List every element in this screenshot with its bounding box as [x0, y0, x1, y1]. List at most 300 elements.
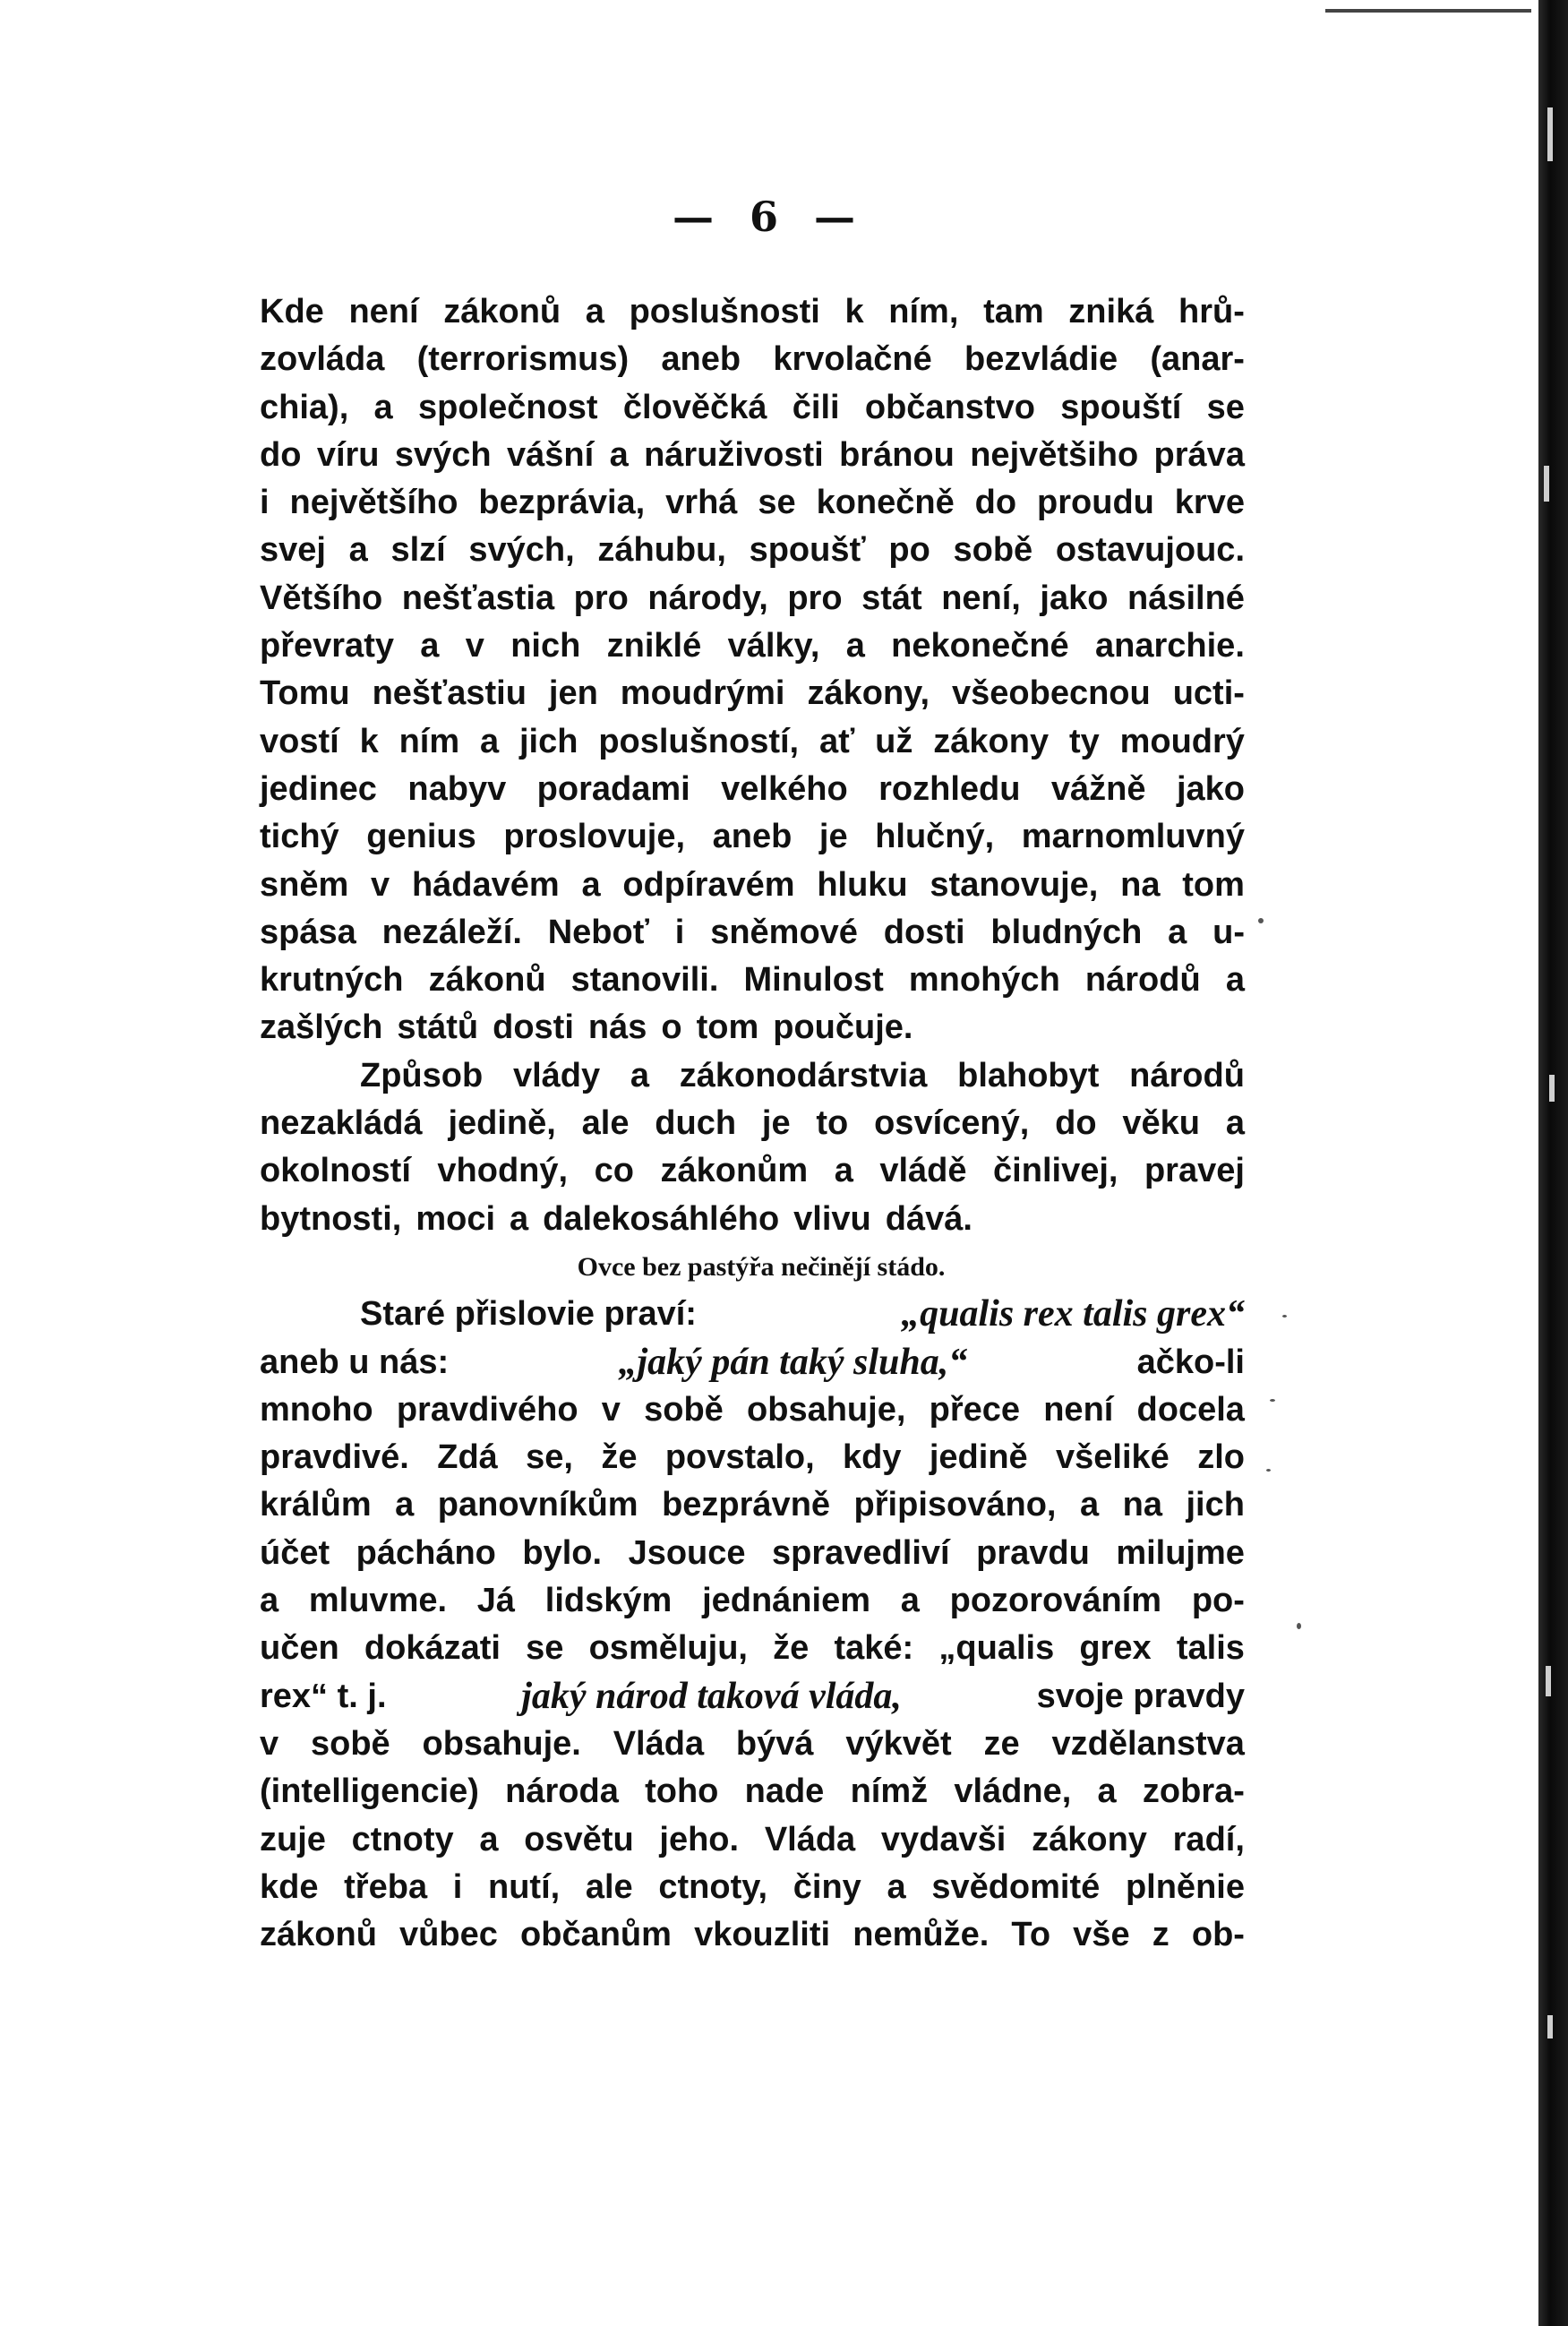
word: sobě: [644, 1390, 724, 1429]
word: aneb u nás:: [260, 1343, 450, 1381]
word: vášní: [507, 435, 595, 474]
word: kde: [260, 1867, 319, 1906]
word: lidským: [544, 1582, 673, 1620]
word: a: [479, 1820, 499, 1858]
word: ze: [983, 1724, 1020, 1763]
text-line: [260, 1386, 1245, 1434]
text-line: [260, 1768, 1245, 1815]
word: zobra-: [1142, 1772, 1245, 1811]
word: Vláda: [764, 1820, 856, 1858]
word: toho: [645, 1772, 719, 1811]
word: nade: [744, 1772, 825, 1811]
word: zákonům: [660, 1152, 809, 1190]
word: tam: [983, 293, 1044, 330]
paragraph-3-lines-a: [260, 1386, 1245, 1673]
word: záhubu,: [597, 531, 726, 570]
word: jich: [1186, 1486, 1245, 1524]
word: Já: [476, 1582, 516, 1620]
text-line: [260, 622, 1245, 670]
word: chia),: [260, 388, 349, 426]
edge-mark: [1544, 466, 1549, 502]
text-line: [260, 575, 1245, 622]
word: a: [585, 293, 604, 330]
word: aneb: [712, 818, 793, 856]
word: národy,: [647, 579, 768, 617]
word: jeho.: [659, 1820, 740, 1858]
text-line: [260, 862, 1245, 909]
word: zákony,: [807, 674, 930, 713]
word: jedině,: [448, 1104, 556, 1143]
word: v: [465, 627, 484, 665]
word: hrů-: [1178, 293, 1245, 330]
word: a: [395, 1486, 415, 1524]
word: Zdá: [437, 1438, 498, 1477]
word: občanům: [520, 1916, 672, 1954]
word: poslušnosti: [629, 293, 820, 330]
section-heading: Ovce bez pastýřa nečinějí stádo.: [577, 1251, 946, 1282]
word: i: [452, 1867, 463, 1906]
word: Způsob: [360, 1056, 484, 1094]
word: jako: [1176, 769, 1245, 808]
word: poradami: [536, 769, 690, 808]
word: převraty: [260, 627, 394, 665]
word: práva: [1153, 435, 1245, 474]
word: ale: [581, 1104, 630, 1143]
word: největšího: [289, 484, 458, 522]
word: nutí,: [487, 1867, 561, 1906]
word: bezprávia,: [478, 484, 646, 522]
word: se: [1206, 388, 1245, 426]
word: sobě: [310, 1724, 390, 1763]
word: a: [845, 627, 865, 665]
word: zlo: [1197, 1438, 1245, 1477]
text-line: [260, 1052, 1245, 1100]
word: vládne,: [954, 1772, 1072, 1811]
word: mluvme.: [308, 1582, 448, 1620]
word: rex“ t. j.: [260, 1677, 387, 1715]
word: bludných: [990, 913, 1143, 951]
word: dosti: [883, 913, 965, 951]
word: u-: [1212, 913, 1245, 951]
word: občanstvo: [864, 388, 1035, 426]
word: proudu: [1037, 484, 1154, 522]
word: bezvládie: [964, 340, 1118, 379]
text-line: [260, 1434, 1245, 1481]
word: spoušť: [749, 531, 866, 570]
word: pro: [787, 579, 843, 617]
edge-mark: [1547, 2015, 1553, 2038]
word: zniká: [1068, 293, 1154, 330]
word: zákonodárstvia: [679, 1056, 928, 1094]
word: ob-: [1191, 1916, 1245, 1954]
italic-phrase: jaký národ taková vláda,: [521, 1675, 902, 1717]
text-line: [260, 957, 1245, 1004]
word: jich: [518, 722, 578, 760]
word: spouští: [1060, 388, 1182, 426]
word: mnohých: [908, 961, 1060, 1000]
scan-speck: [1282, 1315, 1287, 1317]
word: se: [526, 1629, 564, 1668]
word: války,: [727, 627, 820, 665]
word: dává.: [885, 1199, 973, 1238]
word: obsahuje,: [747, 1390, 906, 1429]
word: vážně: [1050, 769, 1146, 808]
word: a: [348, 531, 368, 570]
word: bývá: [735, 1724, 814, 1763]
word: krve: [1174, 484, 1245, 522]
word: národů: [1084, 961, 1201, 1000]
word: nešťastia: [401, 579, 555, 617]
scan-speck: [1258, 918, 1264, 923]
word: Minulost: [743, 961, 884, 1000]
binding-edge: [1538, 0, 1568, 2326]
word: náruživosti: [644, 435, 824, 474]
word: pozorováním: [949, 1582, 1162, 1620]
word: není,: [941, 579, 1021, 617]
text-line: [260, 288, 1245, 336]
word: je: [818, 818, 848, 856]
word: pravdivé.: [260, 1438, 409, 1477]
word: svých: [394, 435, 492, 474]
word: svědomité: [931, 1867, 1101, 1906]
word: tichý: [260, 818, 339, 856]
scan-speck: [1297, 1623, 1301, 1629]
word: nešťastiu: [372, 674, 527, 713]
word: a: [373, 388, 393, 426]
word: jedině: [929, 1438, 1028, 1477]
paragraph-3-lines-b: [260, 1721, 1245, 1959]
word: do: [1055, 1104, 1097, 1143]
word: hádavém: [411, 865, 560, 904]
word: osměluju,: [588, 1629, 748, 1668]
word: věku: [1122, 1104, 1200, 1143]
paragraph-3: [260, 1291, 1245, 1959]
word: (intelligencie): [260, 1772, 479, 1811]
word: Kde: [260, 293, 324, 330]
text-line: [260, 1196, 1245, 1243]
edge-mark: [1547, 107, 1553, 161]
word: už: [875, 722, 913, 760]
word: to: [816, 1104, 849, 1143]
word: stanovuje,: [930, 865, 1099, 904]
word: bylo.: [522, 1533, 603, 1572]
word: pro: [573, 579, 629, 617]
word: vlivu: [793, 1199, 871, 1238]
text-line: [260, 336, 1245, 383]
word: radí,: [1172, 1820, 1245, 1858]
word: slzí: [390, 531, 446, 570]
word: docela: [1136, 1390, 1245, 1429]
word: vkouzliti: [694, 1916, 831, 1954]
word: vzdělanstva: [1051, 1724, 1245, 1763]
word: nás: [587, 1009, 647, 1047]
word: a: [420, 627, 440, 665]
word: kdy: [843, 1438, 902, 1477]
word: hluku: [817, 865, 908, 904]
word: vůbec: [399, 1916, 498, 1954]
word: ucti-: [1172, 674, 1245, 713]
word: a: [1168, 913, 1187, 951]
word: ctnoty: [351, 1820, 454, 1858]
scan-speck: [1266, 1469, 1271, 1472]
word: všeliké: [1056, 1438, 1170, 1477]
word: bránou: [839, 435, 955, 474]
text-line: [260, 1911, 1245, 1959]
word: víru: [316, 435, 380, 474]
word: zákonů: [443, 293, 561, 330]
text-line: [260, 527, 1245, 574]
word: zákonů: [428, 961, 546, 1000]
word: ačko-li: [1136, 1343, 1245, 1381]
scan-speck: [1270, 1399, 1275, 1402]
word: účet: [260, 1533, 330, 1572]
word: do: [260, 435, 302, 474]
top-edge-rule: [1325, 9, 1531, 13]
word: mnoho: [260, 1390, 373, 1429]
word: stát: [861, 579, 922, 617]
word: plněnie: [1125, 1867, 1245, 1906]
word: odpíravém: [622, 865, 795, 904]
word: pácháno: [356, 1533, 496, 1572]
word: osvětu: [524, 1820, 634, 1858]
word: a: [900, 1582, 920, 1620]
word: vše: [1073, 1916, 1130, 1954]
word: třeba: [344, 1867, 428, 1906]
word: co: [594, 1152, 634, 1190]
paragraphs-1-2: [260, 288, 1245, 1243]
word: a: [510, 1199, 529, 1238]
word: zašlých: [260, 1009, 383, 1047]
word: že: [601, 1438, 638, 1477]
text-line: [260, 479, 1245, 527]
word: pravej: [1144, 1152, 1245, 1190]
text-line: [260, 909, 1245, 957]
word: přece: [929, 1390, 1021, 1429]
word: čili: [792, 388, 840, 426]
word: ty: [1068, 722, 1100, 760]
word: ať: [818, 722, 855, 760]
word: jedinec: [260, 769, 377, 808]
word: vhodný,: [437, 1152, 569, 1190]
word: v: [260, 1724, 279, 1763]
edge-mark: [1549, 1075, 1555, 1102]
word: a: [834, 1152, 853, 1190]
text-line: [260, 432, 1245, 479]
word: na: [1120, 865, 1161, 904]
text-line: [260, 1721, 1245, 1768]
word: konečně: [816, 484, 955, 522]
word: nekonečné: [891, 627, 1069, 665]
word: „qualis: [938, 1629, 1055, 1668]
word: násilné: [1127, 579, 1245, 617]
word: po-: [1191, 1582, 1245, 1620]
word: není: [1043, 1390, 1114, 1429]
text-block: [260, 288, 1245, 1959]
word: vlády: [512, 1056, 601, 1094]
text-line: [260, 1481, 1245, 1529]
word: svej: [260, 531, 326, 570]
word: národů: [1129, 1056, 1245, 1094]
word: všeobecnou: [952, 674, 1151, 713]
word: talis: [1176, 1629, 1245, 1668]
word: největšiho: [970, 435, 1139, 474]
word: nezáleží.: [381, 913, 522, 951]
word: ctnoty,: [658, 1867, 768, 1906]
word: genius: [366, 818, 476, 856]
word: ním,: [888, 293, 959, 330]
word: proslovuje,: [503, 818, 686, 856]
word: osvícený,: [874, 1104, 1030, 1143]
word: rozhledu: [878, 769, 1021, 808]
word: v: [601, 1390, 621, 1429]
word: a: [1225, 1104, 1245, 1143]
word: krutných: [260, 961, 404, 1000]
word: moudrými: [620, 674, 785, 713]
text-line: [260, 1673, 1245, 1721]
word: ale: [585, 1867, 633, 1906]
word: vrhá: [665, 484, 738, 522]
word: velkého: [721, 769, 848, 808]
word: ním: [398, 722, 460, 760]
word: ostavujouc.: [1055, 531, 1245, 570]
page-number: — 6 —: [672, 193, 867, 241]
word: bytnosti,: [260, 1199, 402, 1238]
word: nemůže.: [853, 1916, 990, 1954]
text-line: [260, 1577, 1245, 1625]
word: společnost: [417, 388, 598, 426]
word: zniklé: [606, 627, 702, 665]
text-line: [260, 1530, 1245, 1577]
text-line: [260, 1100, 1245, 1147]
word: (anar-: [1150, 340, 1245, 379]
word: na: [1122, 1486, 1162, 1524]
word: vládě: [879, 1152, 967, 1190]
text-line: [260, 766, 1245, 813]
word: poslušností,: [598, 722, 800, 760]
word: zovláda: [260, 340, 385, 379]
text-line: [260, 718, 1245, 766]
word: že: [773, 1629, 810, 1668]
word: zákony: [933, 722, 1050, 760]
text-line: [260, 1339, 1245, 1386]
word: zákonů: [260, 1916, 377, 1954]
word: a: [1079, 1486, 1100, 1524]
word: a: [581, 865, 601, 904]
word: a: [1225, 961, 1245, 1000]
word: není: [348, 293, 419, 330]
word: aneb: [661, 340, 741, 379]
text-line: [260, 813, 1245, 861]
word: nezakládá: [260, 1104, 423, 1143]
word: i: [260, 484, 270, 522]
edge-mark: [1546, 1666, 1551, 1696]
word: dosti: [493, 1009, 574, 1047]
word: nímž: [850, 1772, 929, 1811]
word: a: [260, 1582, 279, 1620]
word: Vláda: [613, 1724, 705, 1763]
word: nabyv: [407, 769, 507, 808]
word: tom: [696, 1009, 759, 1047]
word: zákony: [1032, 1820, 1147, 1858]
word: Neboť: [547, 913, 649, 951]
text-line: [260, 1816, 1245, 1864]
word: a: [1097, 1772, 1117, 1811]
word: států: [397, 1009, 479, 1047]
word: k: [844, 293, 864, 330]
word: milujme: [1116, 1533, 1245, 1572]
word: To: [1011, 1916, 1051, 1954]
word: vydavši: [880, 1820, 1007, 1858]
word: a: [630, 1056, 649, 1094]
word: do: [974, 484, 1017, 522]
word: připisováno,: [853, 1486, 1057, 1524]
word: duch: [655, 1104, 737, 1143]
word: Staré přislovie praví:: [360, 1295, 697, 1334]
word: a: [609, 435, 629, 474]
word: (terrorismus): [416, 340, 630, 379]
word: je: [761, 1104, 791, 1143]
word: moci: [416, 1199, 496, 1238]
word: o: [661, 1009, 682, 1047]
word: i: [674, 913, 685, 951]
text-line: [260, 1147, 1245, 1195]
word: v: [371, 865, 390, 904]
word: a: [479, 722, 500, 760]
text-line: [260, 1625, 1245, 1672]
word: také:: [834, 1629, 914, 1668]
word: po: [888, 531, 930, 570]
word: králům: [260, 1486, 372, 1524]
word: Jsouce: [628, 1533, 746, 1572]
text-line: [260, 1864, 1245, 1911]
word: sněm: [260, 865, 349, 904]
word: zuje: [260, 1820, 326, 1858]
word: Tomu: [260, 674, 350, 713]
text-line: [260, 670, 1245, 717]
word: pravdivého: [396, 1390, 578, 1429]
word: dokázati: [364, 1629, 501, 1668]
word: z: [1152, 1916, 1170, 1954]
word: stanovili.: [570, 961, 719, 1000]
word: obsahuje.: [422, 1724, 581, 1763]
word: učen: [260, 1629, 339, 1668]
word: sněmové: [710, 913, 858, 951]
word: krvolačné: [773, 340, 932, 379]
word: svoje pravdy: [1036, 1677, 1245, 1715]
text-line: [260, 384, 1245, 432]
word: anarchie.: [1095, 627, 1245, 665]
text-line: [260, 1291, 1245, 1338]
word: spása: [260, 913, 356, 951]
word: člověčká: [622, 388, 767, 426]
word: moudrý: [1119, 722, 1245, 760]
word: vostí: [260, 722, 339, 760]
word: panovníkům: [437, 1486, 638, 1524]
word: k: [359, 722, 379, 760]
word: svých,: [468, 531, 575, 570]
italic-quote: „jaký pán taký sluha,“: [618, 1341, 968, 1383]
word: Většího: [260, 579, 383, 617]
word: poučuje.: [773, 1009, 913, 1047]
word: povstalo,: [664, 1438, 815, 1477]
word: sobě: [953, 531, 1033, 570]
word: se: [758, 484, 796, 522]
italic-quote: „qualis rex talis grex“: [901, 1293, 1245, 1335]
text-line: [260, 1004, 1245, 1051]
word: jako: [1040, 579, 1109, 617]
word: hlučný,: [875, 818, 995, 856]
word: grex: [1079, 1629, 1152, 1668]
